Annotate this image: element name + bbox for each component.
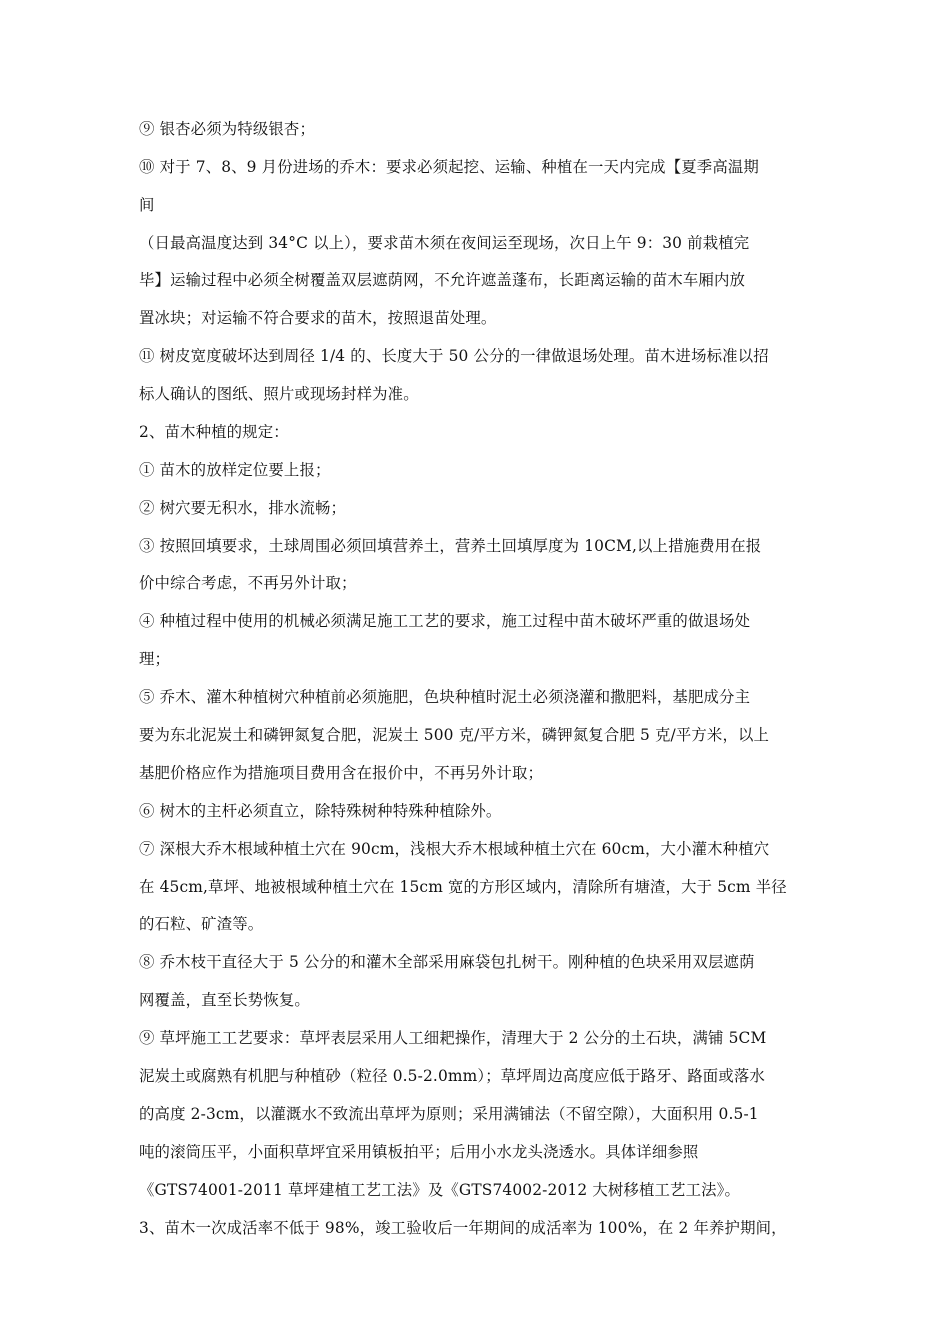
text-line-backfill-1: ③ 按照回填要求，土球周围必须回填营养土，营养土回填厚度为 10CM,以上措施费用在报: [139, 537, 762, 555]
text-line-bark-damage-1: ⑪ 树皮宽度破坏达到周径 1/4 的、长度大于 50 公分的一律做退场处理。苗木进场标准以招: [139, 347, 769, 365]
text-line-survival-rate: 3、苗木一次成活率不低于 98%，竣工验收后一年期间的成活率为 100%，在 2 年养护期间，: [139, 1219, 787, 1237]
text-line-summer-transport-5: 置冰块；对运输不符合要求的苗木，按照退苗处理。: [139, 309, 497, 327]
text-line-ginkgo: ⑨ 银杏必须为特级银杏；: [139, 120, 315, 138]
text-line-lawn-1: ⑨ 草坪施工工艺要求：草坪表层采用人工细耙操作，清理大于 2 公分的土石块，满铺 5CM: [139, 1029, 767, 1047]
text-line-summer-transport-3: （日最高温度达到 34°C 以上），要求苗木须在夜间运至现场，次日上午 9：30 前栽植完: [139, 234, 750, 252]
text-line-lawn-5: 《GTS74001-2011 草坪建植工艺工法》及《GTS74002-2012 大树移植工艺工法》。: [139, 1181, 741, 1199]
text-line-trunk-upright: ⑥ 树木的主杆必须直立，除特殊树种特殊种植除外。: [139, 802, 502, 820]
text-line-trunk-wrap-1: ⑧ 乔木枝干直径大于 5 公分的和灌木全部采用麻袋包扎树干。刚种植的色块采用双层遮荫: [139, 953, 755, 971]
text-line-drainage: ② 树穴要无积水，排水流畅；: [139, 499, 347, 517]
text-line-summer-transport-4: 毕】运输过程中必须全树覆盖双层遮荫网，不允许遮盖蓬布，长距离运输的苗木车厢内放: [139, 271, 746, 289]
text-line-pit-size-1: ⑦ 深根大乔木根域种植土穴在 90cm，浅根大乔木根域种植土穴在 60cm，大小灌木种植穴: [139, 840, 770, 858]
text-line-lawn-4: 吨的滚筒压平，小面积草坪宜采用镇板拍平；后用小水龙头浇透水。具体详细参照: [139, 1143, 699, 1161]
text-line-summer-transport-2: 间: [139, 196, 155, 214]
text-line-trunk-wrap-2: 网覆盖，直至长势恢复。: [139, 991, 310, 1009]
text-line-pit-size-2: 在 45cm,草坪、地被根域种植土穴在 15cm 宽的方形区域内，清除所有塘渣，大于 5cm 半径: [139, 878, 787, 896]
text-line-staking: ① 苗木的放样定位要上报；: [139, 461, 331, 479]
text-line-pit-size-3: 的石粒、矿渣等。: [139, 915, 264, 933]
text-line-backfill-2: 价中综合考虑，不再另外计取；: [139, 574, 357, 592]
text-line-fertilizer-2: 要为东北泥炭土和磷钾氮复合肥，泥炭土 500 克/平方米，磷钾氮复合肥 5 克/平方米，以上: [139, 726, 770, 744]
text-line-lawn-2: 泥炭土或腐熟有机肥与种植砂（粒径 0.5-2.0mm）；草坪周边高度应低于路牙、路面或落水: [139, 1067, 765, 1085]
text-line-machinery-1: ④ 种植过程中使用的机械必须满足施工工艺的要求，施工过程中苗木破坏严重的做退场处: [139, 612, 751, 630]
text-line-fertilizer-1: ⑤ 乔木、灌木种植树穴种植前必须施肥，色块种植时泥土必须浇灌和撒肥料，基肥成分主: [139, 688, 751, 706]
text-line-lawn-3: 的高度 2-3cm，以灌溉水不致流出草坪为原则；采用满铺法（不留空隙），大面积用 0.5-1: [139, 1105, 759, 1123]
text-line-fertilizer-3: 基肥价格应作为措施项目费用含在报价中，不再另外计取；: [139, 764, 544, 782]
text-line-machinery-2: 理；: [139, 650, 171, 668]
text-line-bark-damage-2: 标人确认的图纸、照片或现场封样为准。: [139, 385, 419, 403]
text-line-summer-transport-1: ⑩ 对于 7、8、9 月份进场的乔木：要求必须起挖、运输、种植在一天内完成【夏季高温期: [139, 158, 759, 176]
section-heading-planting-rules: 2、苗木种植的规定：: [139, 423, 289, 441]
